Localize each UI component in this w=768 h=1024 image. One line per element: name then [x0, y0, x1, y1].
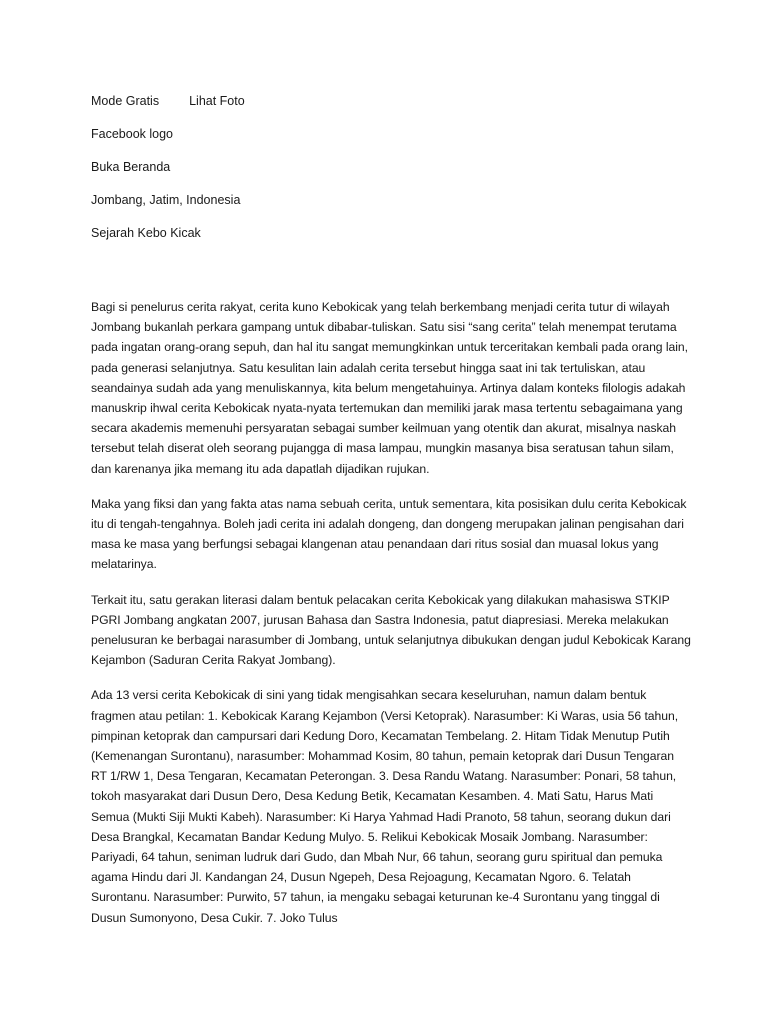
paragraph-4: Ada 13 versi cerita Kebokicak di sini yang tidak mengisahkan secara keseluruhan, namun dalam bentuk fragmen atau petilan: 1. Kebokicak Karang Kejambon (Versi Ketoprak). Narasumber: Ki Waras, usia 56 tahun, pimpinan ketoprak dan campursari dari Kedung Doro, Kecamatan Tembelang. 2. Hitam Tidak Menutup Putih (Kemenangan Surontanu), narasumber: Mohammad Kosim, 80 tahun, pemain ketoprak dari Dusun Tengaran RT 1/RW 1, Desa Tengaran, Kecamatan Peterongan. 3. Desa Randu Watang. Narasumber: Ponari, 58 tahun, tokoh masyarakat dari Dusun Dero, Desa Kedung Betik, Kecamatan Kesamben. 4. Mati Satu, Harus Mati Semua (Mukti Siji Mukti Kabeh). Narasumber: Ki Harya Yahmad Hadi Pranoto, 58 tahun, seorang dukun dari Desa Brangkal, Kecamatan Bandar Kedung Mulyo. 5. Relikui Kebokicak Mosaik Jombang. Narasumber: Pariyadi, 64 tahun, seniman ludruk dari Gudo, dan Mbah Nur, 66 tahun, seorang guru spiritual dan pemuka agama Hindu dari Jl. Kandangan 24, Dusun Ngepeh, Desa Rejoagung, Kecamatan Ngoro. 6. Telatah Surontanu. Narasumber: Purwito, 57 tahun, ia mengaku sebagai keturunan ke-4 Surontanu yang tinggal di Dusun Sumonyono, Desa Cukir. 7. Joko Tulus	[91, 688, 679, 925]
buka-beranda-link[interactable]: Buka Beranda	[91, 160, 171, 174]
document-page	[91, 92, 691, 943]
paragraph-2: Maka yang fiksi dan yang fakta atas nama sebuah cerita, untuk sementara, kita posisikan dulu cerita Kebokicak itu di tengah-tengahnya. Boleh jadi cerita ini adalah dongeng, dan dongeng merupakan jalinan pengisahan dari masa ke masa yang berfungsi sebagai klangenan atau penandaan dari ritus sosial dan muasal lokus yang melatarinya.	[91, 496, 687, 572]
paragraph-3: Terkait itu, satu gerakan literasi dalam bentuk pelacakan cerita Kebokicak yang dilakukan mahasiswa STKIP PGRI Jombang angkatan 2007, jurusan Bahasa dan Sastra Indonesia, patut diapresiasi. Mereka melakukan penelusuran ke berbagai narasumber di Jombang, untuk selanjutnya dibukukan dengan judul Kebokicak Karang Kejambon (Saduran Cerita Rakyat Jombang).	[91, 592, 691, 668]
top-links	[91, 92, 691, 110]
facebook-logo-text[interactable]: Facebook logo	[91, 127, 174, 141]
page-title: Sejarah Kebo Kicak	[91, 226, 201, 240]
paragraph-1: Bagi si penelurus cerita rakyat, cerita kuno Kebokicak yang telah berkembang menjadi cerita tutur di wilayah Jombang bukanlah perkara gampang untuk dibabar-tuliskan. Satu sisi “sang cerita” telah menempat terutama pada ingatan orang-orang sepuh, dan hal itu sangat memungkinkan untuk terceritakan kembali pada orang lain, pada generasi selanjutnya. Satu kesulitan lain adalah cerita tersebut hingga saat ini tak tertuliskan, atau seandainya sudah ada yang menuliskannya, kita belum mengetahuinya. Artinya dalam konteks filologis adakah manuskrip ihwal cerita Kebokicak nyata-nyata tertemukan dan memiliki jarak masa tertentu sebagaimana yang secara akademis memenuhi persyaratan sebagai sumber keilmuan yang otentik dan akurat, misalnya naskah tersebut telah diserat oleh seorang pujangga di masa lampau, mungkin masanya bisa seratusan tahun silam, dan karenanya jika memang itu ada dapatlah dijadikan rujukan.	[91, 300, 688, 476]
lihat-foto-link[interactable]: Lihat Foto	[189, 94, 245, 108]
location-text: Jombang, Jatim, Indonesia	[91, 193, 241, 207]
mode-gratis-link[interactable]: Mode Gratis	[91, 94, 160, 108]
